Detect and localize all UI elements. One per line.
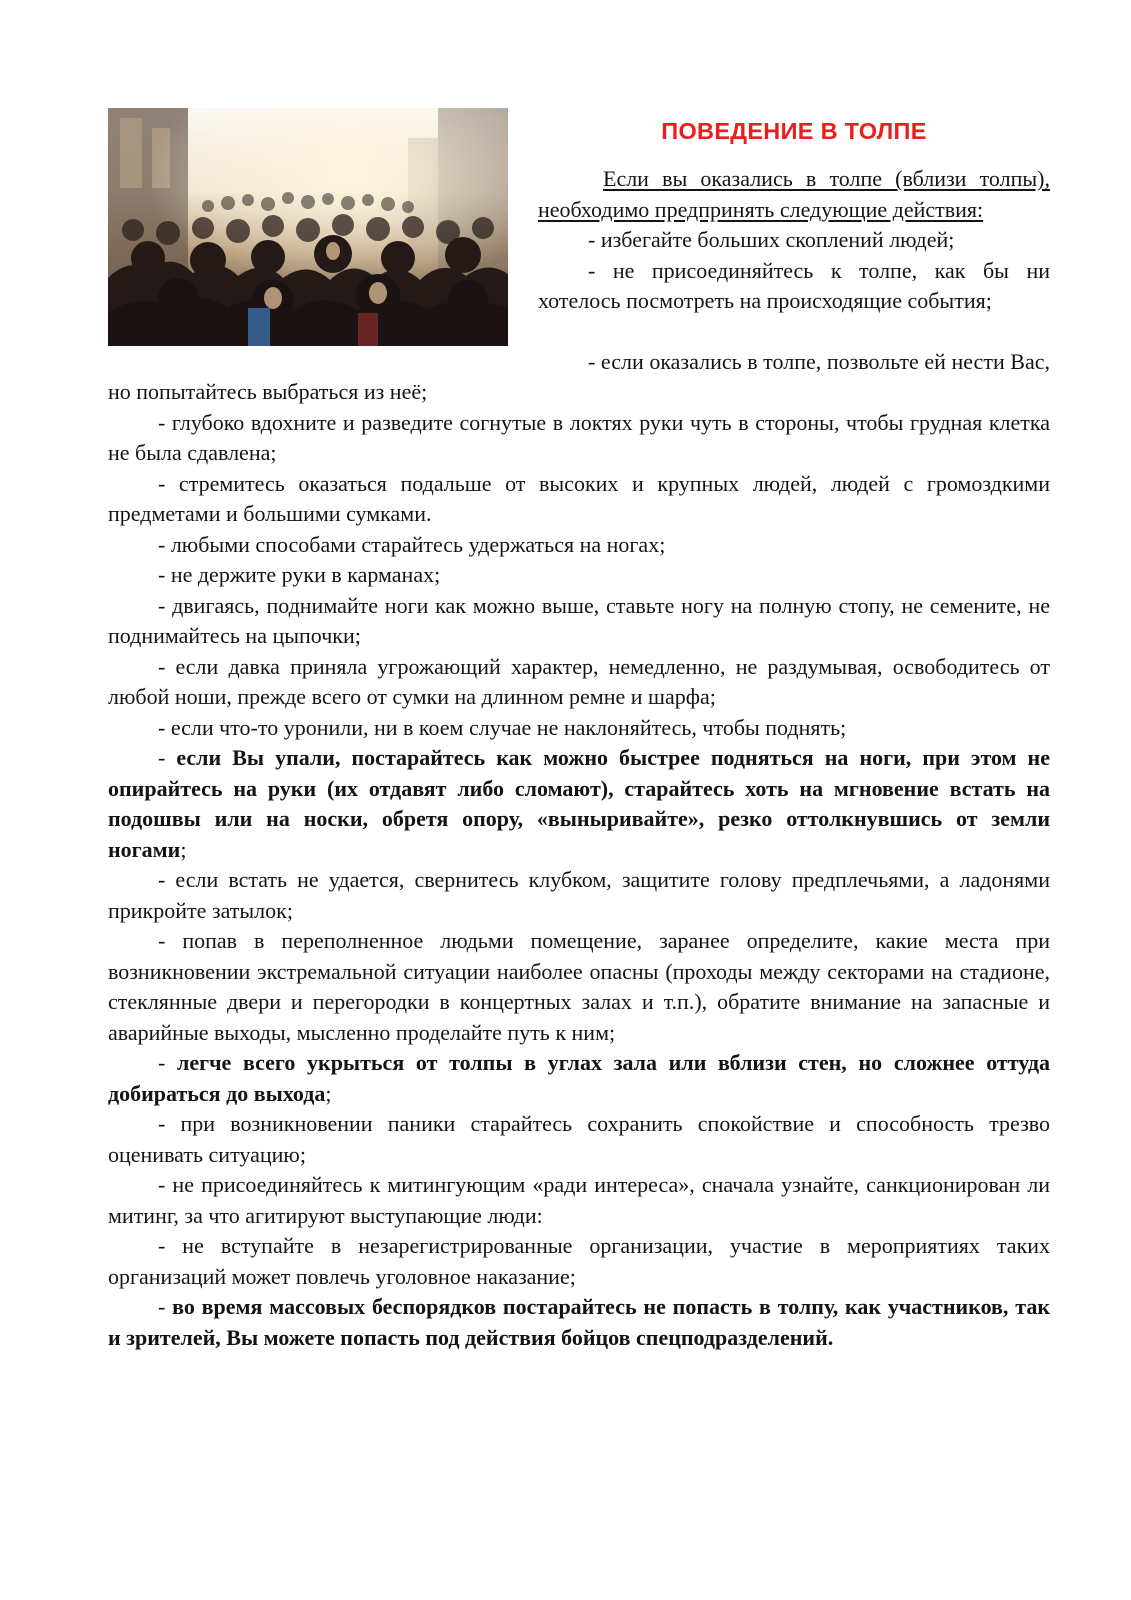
list-item: - стремитесь оказаться подальше от высоких и крупных людей, людей с громоздкими предметами и большими сумками. — [108, 470, 1050, 526]
item-bold-text: если Вы упали, постарайтесь как можно быстрее подняться на ноги, при этом не опирайтесь на руки (их отдавят либо сломают), старайтесь хоть на мгновение встать на подошвы или на носки, обретя опору, «выныривайте», резко оттолкнувшись от земли ногами — [108, 745, 1050, 862]
list-item: - двигаясь, поднимайте ноги как можно выше, ставьте ногу на полную стопу, не семените, не поднимайтесь на цыпочки; — [108, 592, 1050, 648]
item-bold-text: легче всего укрыться от толпы в углах зала или вблизи стен, но сложнее оттуда добираться до выхода — [108, 1050, 1050, 1106]
item-suffix: ; — [325, 1080, 332, 1106]
list-item: - избегайте больших скоплений людей; — [588, 227, 955, 252]
list-item-emphasized — [108, 1292, 1050, 1353]
list-item: - если что-то уронили, ни в коем случае не наклоняйтесь, чтобы поднять; — [158, 714, 847, 740]
item-prefix: - — [158, 1294, 173, 1319]
crowd-illustration — [108, 108, 508, 346]
list-item: - любыми способами старайтесь удержаться на ногах; — [158, 531, 666, 557]
item-prefix: - — [158, 745, 177, 770]
crowd-photo — [108, 108, 508, 346]
list-item: - при возникновении паники старайтесь сохранить спокойствие и способность трезво оценивать ситуацию; — [108, 1111, 1050, 1167]
list-item: - не держите руки в карманах; — [158, 562, 441, 587]
list-item: - если оказались в толпе, позвольте ей нести Вас, но попытайтесь выбраться из неё; — [108, 348, 1050, 404]
item-bold-text: во время массовых беспорядков постарайтесь не попасть в толпу, как участников, так и зрителей, Вы можете попасть под действия бойцов спецподразделений. — [108, 1294, 1050, 1350]
item-suffix: ; — [180, 836, 187, 862]
list-item: - не присоединяйтесь к толпе, как бы ни хотелось посмотреть на происходящие события; — [538, 257, 1050, 313]
list-item: - если встать не удается, свернитесь клубком, защитите голову предплечьями, а ладонями прикройте затылок; — [108, 867, 1050, 923]
list-item: - попав в переполненное людьми помещение, заранее определите, какие места при возникновении экстремальной ситуации наиболее опасны (проходы между секторами на стадионе, стеклянные двери и перегородки в концертных залах и т.п.), обратите внимание на запасные и аварийные выходы, мысленно проделайте путь к ним; — [108, 928, 1050, 1045]
list-item-emphasized — [108, 743, 1050, 865]
page-title: ПОВЕДЕНИЕ В ТОЛПЕ — [661, 118, 927, 144]
document-page — [108, 108, 1050, 1353]
list-item: - не вступайте в незарегистрированные организации, участие в мероприятиях таких организаций может повлечь уголовное наказание; — [108, 1233, 1050, 1289]
list-item: - если давка приняла угрожающий характер, немедленно, не раздумывая, освободитесь от любой ноши, прежде всего от сумки на длинном ремне и шарфа; — [108, 653, 1050, 709]
list-item: - глубоко вдохните и разведите согнутые в локтях руки чуть в стороны, чтобы грудная клетка не была сдавлена; — [108, 409, 1050, 465]
list-item-emphasized — [108, 1048, 1050, 1109]
item-prefix: - — [158, 1050, 178, 1075]
intro-paragraph: Если вы оказались в толпе (вблизи толпы), необходимо предпринять следующие действия: — [538, 166, 1050, 222]
list-item: - не присоединяйтесь к митингующим «ради интереса», сначала узнайте, санкционирован ли митинг, за что агитируют выступающие люди: — [108, 1172, 1050, 1228]
